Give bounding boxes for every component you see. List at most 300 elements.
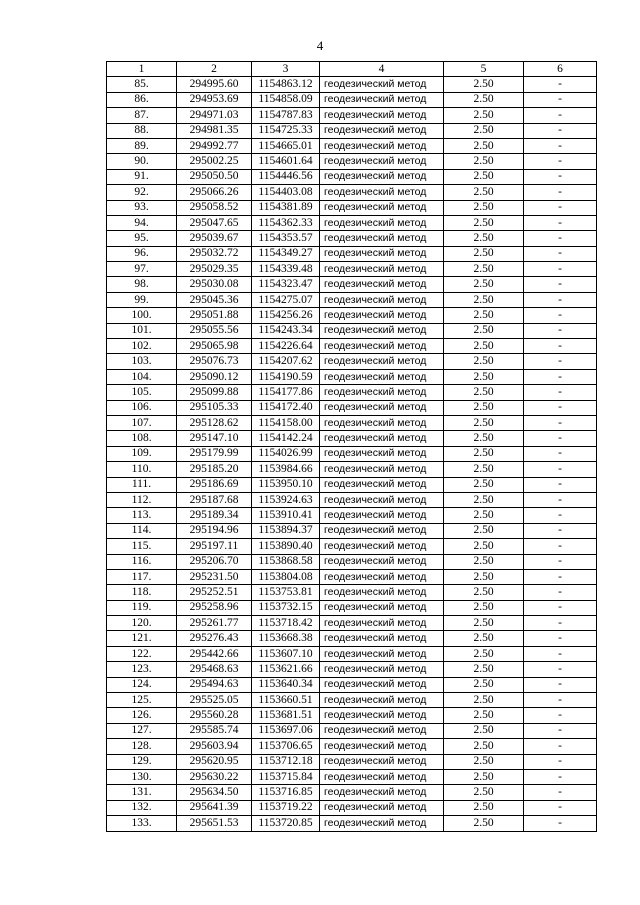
page-number: 4 [316,38,324,53]
x-coordinate-cell: 295055.56 [177,323,252,338]
point-number-cell: 121. [107,631,177,646]
x-coordinate-cell: 295197.11 [177,539,252,554]
table-row [107,323,597,338]
y-coordinate-cell: 1154858.09 [252,92,320,107]
column-header-6: 6 [524,62,597,77]
point-number-cell: 125. [107,693,177,708]
method-cell: геодезический метод [320,323,444,338]
point-number-cell: 133. [107,816,177,831]
method-cell: геодезический метод [320,708,444,723]
table-row [107,77,597,92]
description-cell: - [524,769,597,784]
method-cell: геодезический метод [320,816,444,831]
x-coordinate-cell: 295030.08 [177,277,252,292]
accuracy-cell: 2.50 [444,585,524,600]
x-coordinate-cell: 295442.66 [177,646,252,661]
x-coordinate-cell: 295468.63 [177,662,252,677]
point-number-cell: 93. [107,200,177,215]
point-number-cell: 101. [107,323,177,338]
table-row [107,800,597,815]
accuracy-cell: 2.50 [444,77,524,92]
accuracy-cell: 2.50 [444,569,524,584]
x-coordinate-cell: 295603.94 [177,739,252,754]
table-row [107,215,597,230]
y-coordinate-cell: 1153890.40 [252,539,320,554]
x-coordinate-cell: 295002.25 [177,154,252,169]
point-number-cell: 98. [107,277,177,292]
point-number-cell: 115. [107,539,177,554]
accuracy-cell: 2.50 [444,646,524,661]
description-cell: - [524,262,597,277]
x-coordinate-cell: 295185.20 [177,462,252,477]
x-coordinate-cell: 295032.72 [177,246,252,261]
method-cell: геодезический метод [320,646,444,661]
x-coordinate-cell: 295525.05 [177,693,252,708]
x-coordinate-cell: 295179.99 [177,446,252,461]
point-number-cell: 90. [107,154,177,169]
accuracy-cell: 2.50 [444,677,524,692]
table-row [107,523,597,538]
table-row [107,446,597,461]
x-coordinate-cell: 295276.43 [177,631,252,646]
description-cell: - [524,631,597,646]
table-row [107,492,597,507]
table-row [107,462,597,477]
table-row [107,739,597,754]
description-cell: - [524,123,597,138]
y-coordinate-cell: 1153984.66 [252,462,320,477]
point-number-cell: 103. [107,354,177,369]
description-cell: - [524,508,597,523]
method-cell: геодезический метод [320,554,444,569]
point-number-cell: 111. [107,477,177,492]
description-cell: - [524,277,597,292]
table-row [107,508,597,523]
point-number-cell: 86. [107,92,177,107]
x-coordinate-cell: 295090.12 [177,369,252,384]
table-row [107,600,597,615]
x-coordinate-cell: 295047.65 [177,215,252,230]
point-number-cell: 126. [107,708,177,723]
y-coordinate-cell: 1153712.18 [252,754,320,769]
description-cell: - [524,431,597,446]
accuracy-cell: 2.50 [444,231,524,246]
x-coordinate-cell: 295187.68 [177,492,252,507]
method-cell: геодезический метод [320,523,444,538]
description-cell: - [524,585,597,600]
table-row [107,308,597,323]
point-number-cell: 106. [107,400,177,415]
x-coordinate-cell: 295029.35 [177,262,252,277]
x-coordinate-cell: 295045.36 [177,292,252,307]
x-coordinate-cell: 294981.35 [177,123,252,138]
accuracy-cell: 2.50 [444,446,524,461]
description-cell: - [524,154,597,169]
accuracy-cell: 2.50 [444,277,524,292]
x-coordinate-cell: 295585.74 [177,723,252,738]
table-row [107,339,597,354]
accuracy-cell: 2.50 [444,693,524,708]
x-coordinate-cell: 295066.26 [177,185,252,200]
table-row [107,185,597,200]
accuracy-cell: 2.50 [444,308,524,323]
point-number-cell: 129. [107,754,177,769]
y-coordinate-cell: 1153621.66 [252,662,320,677]
description-cell: - [524,400,597,415]
accuracy-cell: 2.50 [444,600,524,615]
table-row [107,646,597,661]
method-cell: геодезический метод [320,292,444,307]
description-cell: - [524,415,597,430]
method-cell: геодезический метод [320,77,444,92]
y-coordinate-cell: 1153804.08 [252,569,320,584]
accuracy-cell: 2.50 [444,354,524,369]
table-body [107,77,597,831]
y-coordinate-cell: 1154190.59 [252,369,320,384]
y-coordinate-cell: 1154226.64 [252,339,320,354]
x-coordinate-cell: 295630.22 [177,769,252,784]
column-header-1: 1 [107,62,177,77]
y-coordinate-cell: 1153681.51 [252,708,320,723]
description-cell: - [524,616,597,631]
y-coordinate-cell: 1154353.57 [252,231,320,246]
table-row [107,354,597,369]
accuracy-cell: 2.50 [444,339,524,354]
accuracy-cell: 2.50 [444,477,524,492]
column-header-5: 5 [444,62,524,77]
y-coordinate-cell: 1154026.99 [252,446,320,461]
method-cell: геодезический метод [320,339,444,354]
y-coordinate-cell: 1153720.85 [252,816,320,831]
x-coordinate-cell: 295039.67 [177,231,252,246]
table-row [107,369,597,384]
table-row [107,616,597,631]
point-number-cell: 116. [107,554,177,569]
table-row [107,277,597,292]
table-row [107,415,597,430]
method-cell: геодезический метод [320,431,444,446]
x-coordinate-cell: 295252.51 [177,585,252,600]
method-cell: геодезический метод [320,754,444,769]
method-cell: геодезический метод [320,123,444,138]
accuracy-cell: 2.50 [444,769,524,784]
method-cell: геодезический метод [320,462,444,477]
x-coordinate-cell: 295560.28 [177,708,252,723]
y-coordinate-cell: 1153660.51 [252,693,320,708]
x-coordinate-cell: 294953.69 [177,92,252,107]
method-cell: геодезический метод [320,231,444,246]
method-cell: геодезический метод [320,785,444,800]
method-cell: геодезический метод [320,492,444,507]
x-coordinate-cell: 295076.73 [177,354,252,369]
point-number-cell: 96. [107,246,177,261]
y-coordinate-cell: 1153868.58 [252,554,320,569]
method-cell: геодезический метод [320,539,444,554]
point-number-cell: 85. [107,77,177,92]
x-coordinate-cell: 295641.39 [177,800,252,815]
description-cell: - [524,369,597,384]
point-number-cell: 104. [107,369,177,384]
y-coordinate-cell: 1154142.24 [252,431,320,446]
y-coordinate-cell: 1153924.63 [252,492,320,507]
accuracy-cell: 2.50 [444,92,524,107]
accuracy-cell: 2.50 [444,262,524,277]
column-header-4: 4 [320,62,444,77]
x-coordinate-cell: 294995.60 [177,77,252,92]
y-coordinate-cell: 1154362.33 [252,215,320,230]
description-cell: - [524,200,597,215]
y-coordinate-cell: 1154275.07 [252,292,320,307]
point-number-cell: 94. [107,215,177,230]
description-cell: - [524,77,597,92]
accuracy-cell: 2.50 [444,523,524,538]
point-number-cell: 114. [107,523,177,538]
point-number-cell: 109. [107,446,177,461]
description-cell: - [524,215,597,230]
accuracy-cell: 2.50 [444,169,524,184]
method-cell: геодезический метод [320,154,444,169]
point-number-cell: 128. [107,739,177,754]
table-row [107,708,597,723]
table-row [107,154,597,169]
description-cell: - [524,231,597,246]
x-coordinate-cell: 295050.50 [177,169,252,184]
y-coordinate-cell: 1154787.83 [252,108,320,123]
point-number-cell: 95. [107,231,177,246]
point-number-cell: 120. [107,616,177,631]
table-row [107,169,597,184]
point-number-cell: 117. [107,569,177,584]
method-cell: геодезический метод [320,246,444,261]
y-coordinate-cell: 1154863.12 [252,77,320,92]
accuracy-cell: 2.50 [444,323,524,338]
y-coordinate-cell: 1154177.86 [252,385,320,400]
y-coordinate-cell: 1153640.34 [252,677,320,692]
description-cell: - [524,677,597,692]
point-number-cell: 112. [107,492,177,507]
table-row [107,677,597,692]
point-number-cell: 132. [107,800,177,815]
method-cell: геодезический метод [320,769,444,784]
description-cell: - [524,308,597,323]
accuracy-cell: 2.50 [444,539,524,554]
table-row [107,400,597,415]
accuracy-cell: 2.50 [444,215,524,230]
description-cell: - [524,477,597,492]
x-coordinate-cell: 295128.62 [177,415,252,430]
description-cell: - [524,785,597,800]
description-cell: - [524,693,597,708]
point-number-cell: 130. [107,769,177,784]
point-number-cell: 113. [107,508,177,523]
x-coordinate-cell: 295634.50 [177,785,252,800]
description-cell: - [524,662,597,677]
column-header-3: 3 [252,62,320,77]
y-coordinate-cell: 1153894.37 [252,523,320,538]
point-number-cell: 122. [107,646,177,661]
method-cell: геодезический метод [320,508,444,523]
y-coordinate-cell: 1154403.08 [252,185,320,200]
point-number-cell: 97. [107,262,177,277]
x-coordinate-cell: 295231.50 [177,569,252,584]
x-coordinate-cell: 295058.52 [177,200,252,215]
accuracy-cell: 2.50 [444,400,524,415]
point-number-cell: 91. [107,169,177,184]
description-cell: - [524,800,597,815]
y-coordinate-cell: 1154172.40 [252,400,320,415]
accuracy-cell: 2.50 [444,108,524,123]
method-cell: геодезический метод [320,308,444,323]
method-cell: геодезический метод [320,108,444,123]
table-row [107,246,597,261]
method-cell: геодезический метод [320,200,444,215]
x-coordinate-cell: 295494.63 [177,677,252,692]
accuracy-cell: 2.50 [444,369,524,384]
description-cell: - [524,492,597,507]
coordinates-table [106,61,597,832]
accuracy-cell: 2.50 [444,415,524,430]
table-row [107,231,597,246]
description-cell: - [524,185,597,200]
method-cell: геодезический метод [320,262,444,277]
accuracy-cell: 2.50 [444,508,524,523]
x-coordinate-cell: 295051.88 [177,308,252,323]
table-row [107,816,597,831]
method-cell: геодезический метод [320,369,444,384]
point-number-cell: 107. [107,415,177,430]
description-cell: - [524,446,597,461]
description-cell: - [524,816,597,831]
accuracy-cell: 2.50 [444,816,524,831]
description-cell: - [524,385,597,400]
description-cell: - [524,138,597,153]
point-number-cell: 110. [107,462,177,477]
y-coordinate-cell: 1153753.81 [252,585,320,600]
description-cell: - [524,169,597,184]
x-coordinate-cell: 295258.96 [177,600,252,615]
x-coordinate-cell: 295099.88 [177,385,252,400]
y-coordinate-cell: 1154207.62 [252,354,320,369]
description-cell: - [524,554,597,569]
y-coordinate-cell: 1153668.38 [252,631,320,646]
description-cell: - [524,739,597,754]
table-row [107,123,597,138]
accuracy-cell: 2.50 [444,138,524,153]
y-coordinate-cell: 1154339.48 [252,262,320,277]
y-coordinate-cell: 1153910.41 [252,508,320,523]
method-cell: геодезический метод [320,277,444,292]
y-coordinate-cell: 1153607.10 [252,646,320,661]
x-coordinate-cell: 295261.77 [177,616,252,631]
method-cell: геодезический метод [320,169,444,184]
method-cell: геодезический метод [320,800,444,815]
y-coordinate-cell: 1153697.06 [252,723,320,738]
y-coordinate-cell: 1153715.84 [252,769,320,784]
accuracy-cell: 2.50 [444,708,524,723]
accuracy-cell: 2.50 [444,185,524,200]
accuracy-cell: 2.50 [444,431,524,446]
x-coordinate-cell: 295105.33 [177,400,252,415]
description-cell: - [524,92,597,107]
description-cell: - [524,754,597,769]
method-cell: геодезический метод [320,723,444,738]
y-coordinate-cell: 1154323.47 [252,277,320,292]
accuracy-cell: 2.50 [444,492,524,507]
x-coordinate-cell: 295194.96 [177,523,252,538]
method-cell: геодезический метод [320,446,444,461]
accuracy-cell: 2.50 [444,462,524,477]
description-cell: - [524,708,597,723]
table-header-row [107,62,597,77]
y-coordinate-cell: 1154601.64 [252,154,320,169]
point-number-cell: 123. [107,662,177,677]
x-coordinate-cell: 294992.77 [177,138,252,153]
y-coordinate-cell: 1153719.22 [252,800,320,815]
x-coordinate-cell: 295186.69 [177,477,252,492]
method-cell: геодезический метод [320,600,444,615]
y-coordinate-cell: 1154158.00 [252,415,320,430]
table-row [107,431,597,446]
y-coordinate-cell: 1154446.56 [252,169,320,184]
accuracy-cell: 2.50 [444,554,524,569]
table-row [107,292,597,307]
point-number-cell: 124. [107,677,177,692]
description-cell: - [524,523,597,538]
point-number-cell: 87. [107,108,177,123]
table-row [107,769,597,784]
accuracy-cell: 2.50 [444,631,524,646]
point-number-cell: 88. [107,123,177,138]
method-cell: геодезический метод [320,677,444,692]
x-coordinate-cell: 295065.98 [177,339,252,354]
method-cell: геодезический метод [320,215,444,230]
y-coordinate-cell: 1154665.01 [252,138,320,153]
method-cell: геодезический метод [320,385,444,400]
y-coordinate-cell: 1153716.85 [252,785,320,800]
table-row [107,585,597,600]
table-row [107,92,597,107]
y-coordinate-cell: 1153950.10 [252,477,320,492]
point-number-cell: 99. [107,292,177,307]
column-header-2: 2 [177,62,252,77]
x-coordinate-cell: 295189.34 [177,508,252,523]
accuracy-cell: 2.50 [444,616,524,631]
x-coordinate-cell: 295651.53 [177,816,252,831]
accuracy-cell: 2.50 [444,739,524,754]
method-cell: геодезический метод [320,616,444,631]
table-row [107,539,597,554]
method-cell: геодезический метод [320,569,444,584]
point-number-cell: 89. [107,138,177,153]
table-row [107,785,597,800]
point-number-cell: 92. [107,185,177,200]
y-coordinate-cell: 1154725.33 [252,123,320,138]
description-cell: - [524,569,597,584]
point-number-cell: 108. [107,431,177,446]
accuracy-cell: 2.50 [444,292,524,307]
y-coordinate-cell: 1154349.27 [252,246,320,261]
method-cell: геодезический метод [320,662,444,677]
accuracy-cell: 2.50 [444,723,524,738]
point-number-cell: 100. [107,308,177,323]
table-row [107,569,597,584]
y-coordinate-cell: 1154243.34 [252,323,320,338]
method-cell: геодезический метод [320,138,444,153]
accuracy-cell: 2.50 [444,123,524,138]
method-cell: геодезический метод [320,585,444,600]
method-cell: геодезический метод [320,400,444,415]
table-row [107,477,597,492]
